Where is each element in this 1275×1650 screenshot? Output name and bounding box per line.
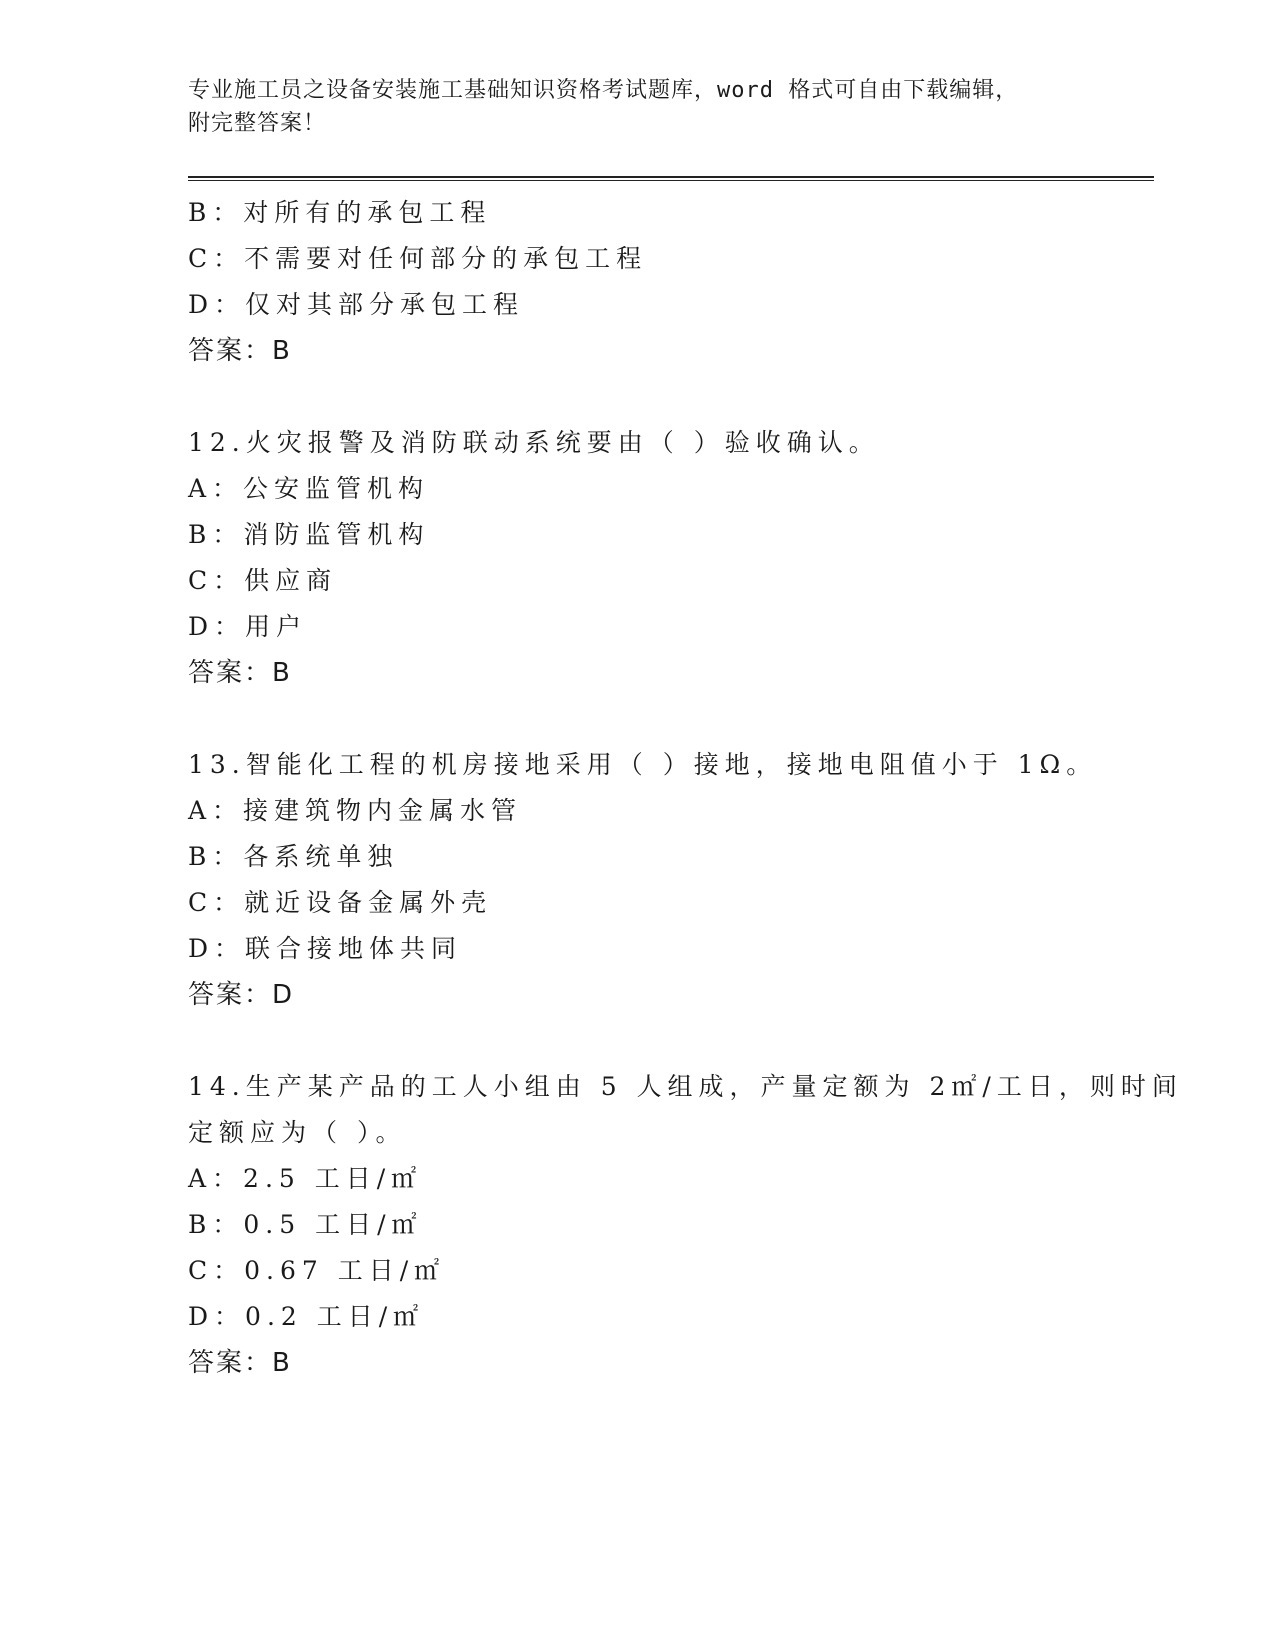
question-11 (188, 190, 1154, 374)
document-header (188, 74, 1088, 140)
question-14 (188, 1064, 1183, 1386)
q11-answer: 答案：B (188, 336, 292, 366)
header-divider (188, 176, 1154, 181)
q14-option-a: A：2.5 工日/㎡ (188, 1164, 423, 1193)
spacer (188, 374, 1154, 420)
q12-option-c: C：供应商 (188, 566, 338, 595)
header-line-1: 专业施工员之设备安装施工基础知识资格考试题库，word 格式可自由下载编辑， (188, 78, 1019, 103)
q14-answer: 答案：B (188, 1348, 292, 1378)
q13-option-a: A：接建筑物内金属水管 (188, 796, 523, 825)
q13-answer: 答案：D (188, 980, 295, 1010)
question-12 (188, 420, 1154, 696)
header-line-2: 附完整答案！ (188, 111, 327, 136)
q12-option-d: D：用户 (188, 612, 308, 641)
q14-stem-line-1: 14.生产某产品的工人小组由 5 人组成，产量定额为 2㎡/工日，则时间 (188, 1072, 1183, 1101)
question-13 (188, 742, 1154, 1018)
spacer (188, 696, 1154, 742)
q12-option-a: A：公安监管机构 (188, 474, 430, 503)
q14-option-c: C：0.67 工日/㎡ (188, 1256, 446, 1285)
q12-stem: 12.火灾报警及消防联动系统要由（ ）验收确认。 (188, 428, 880, 457)
q13-option-b: B：各系统单独 (188, 842, 399, 871)
q13-option-d: D：联合接地体共同 (188, 934, 463, 963)
q13-option-c: C：就近设备金属外壳 (188, 888, 493, 917)
q11-option-b: B：对所有的承包工程 (188, 198, 492, 227)
q14-option-d: D：0.2 工日/㎡ (188, 1302, 425, 1331)
q13-stem: 13.智能化工程的机房接地采用（ ）接地，接地电阻值小于 1Ω。 (188, 750, 1098, 779)
question-list (188, 190, 1183, 1386)
q12-option-b: B：消防监管机构 (188, 520, 430, 549)
q14-stem-line-2: 定额应为（ ）。 (188, 1118, 407, 1147)
q14-option-b: B：0.5 工日/㎡ (188, 1210, 423, 1239)
q11-option-d: D：仅对其部分承包工程 (188, 290, 525, 319)
q12-answer: 答案：B (188, 658, 292, 688)
q11-option-c: C：不需要对任何部分的承包工程 (188, 244, 648, 273)
spacer (188, 1018, 1154, 1064)
